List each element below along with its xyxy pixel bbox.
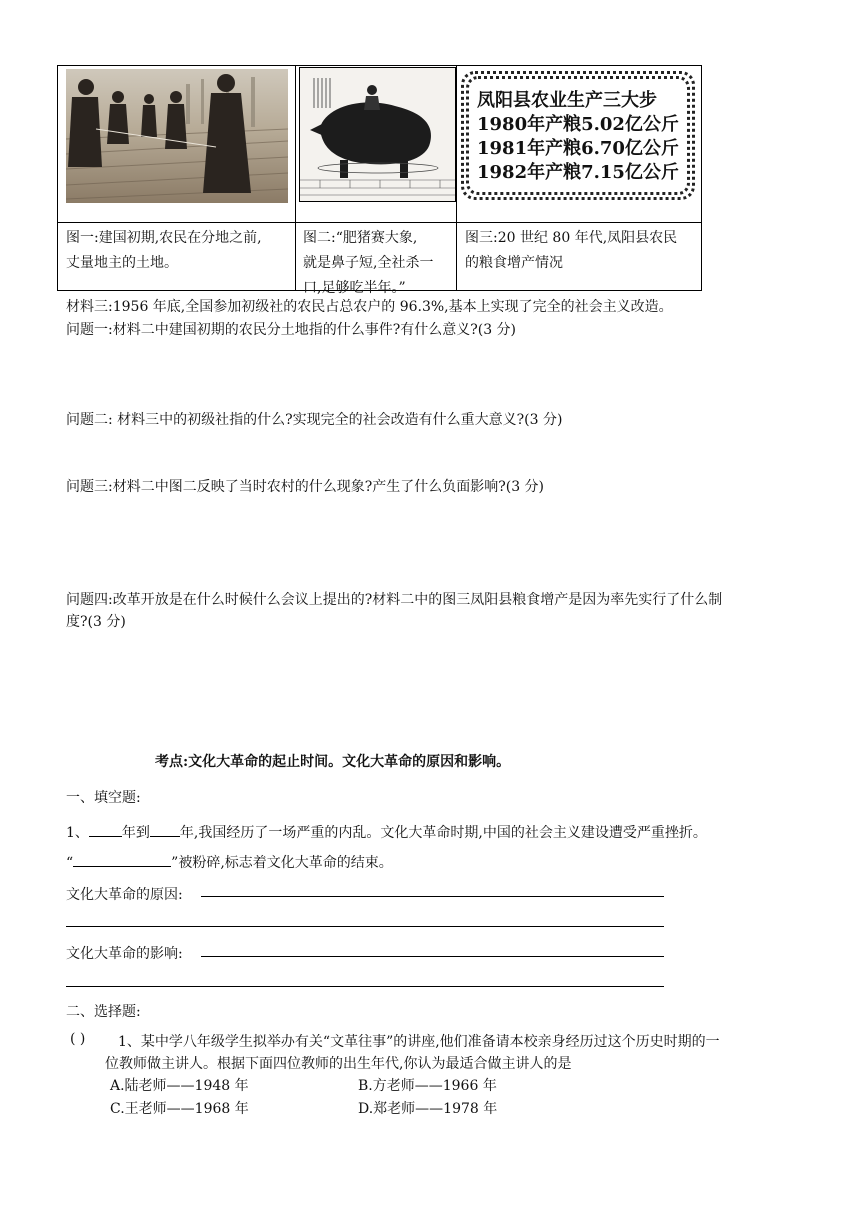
cause-answer-line[interactable] [201,896,664,897]
fat-pig-cartoon-image [299,67,456,202]
figure-1-caption [66,226,262,276]
option-c[interactable]: C.王老师——1968 年 [110,1101,249,1117]
question-two: 问题二: 材料三中的初级社指的什么?实现完全的社会改造有什么重大意义?(3 分) [66,412,563,428]
fill-question-1 [66,822,707,842]
cause-answer-line[interactable] [66,926,664,927]
option-b[interactable]: B.方老师——1966 年 [358,1078,497,1094]
fill-blank-gang[interactable] [73,852,171,867]
kaodian-heading: 考点:文化大革命的起止时间。文化大革命的原因和影响。 [155,754,511,770]
farmers-photo-image [66,69,288,203]
caption-line: 图一:建国初期,农民在分地之前, [66,230,262,246]
mcq-stem-line2: 位教师做主讲人。根据下面四位教师的出生年代,你认为最适合做主讲人的是 [105,1056,572,1072]
fill-text: ”被粉碎,标志着文化大革命的结束。 [171,855,393,871]
question-one: 问题一:材料二中建国初期的农民分土地指的什么事件?有什么意义?(3 分) [66,322,517,338]
table-divider [456,66,457,290]
fengyang-grain-stamp [461,71,695,200]
fill-text: 年到 [121,825,150,841]
fill-text: “ [66,855,74,871]
caption-line: 图二:“肥猪赛大象, [303,230,418,246]
stamp-line: 1980年产粮5.02亿公斤 [477,114,679,135]
fill-number: 1、 [66,825,89,841]
stamp-line: 1981年产粮6.70亿公斤 [477,138,679,159]
part2-title: 二、选择题: [66,1004,141,1020]
figure-2-caption [303,226,433,301]
stamp-line: 凤阳县农业生产三大步 [477,90,657,111]
mcq-stem-line1: 1、某中学八年级学生拟举办有关“文革往事”的讲座,他们准备请本校亲身经历过这个历史时期的一 [118,1034,720,1050]
effect-label: 文化大革命的影响: [66,946,183,962]
effect-answer-line[interactable] [201,956,664,957]
fill-question-2 [66,852,393,872]
table-divider [58,222,701,223]
figure-table [57,65,702,296]
answer-bracket[interactable]: ( ) [70,1031,86,1047]
fill-text: 年,我国经历了一场严重的内乱。文化大革命时期,中国的社会主义建设遭受严重挫折。 [179,825,707,841]
caption-line: 口,足够吃半年。” [303,280,406,296]
effect-answer-line[interactable] [66,986,664,987]
caption-line: 丈量地主的土地。 [66,255,178,271]
stamp-line: 1982年产粮7.15亿公斤 [477,162,679,183]
part1-title: 一、填空题: [66,790,141,806]
fill-blank-start-year[interactable] [89,822,122,837]
figure-3-caption [465,226,677,276]
question-four-line2: 度?(3 分) [66,614,126,630]
fill-blank-end-year[interactable] [150,822,180,837]
option-d[interactable]: D.郑老师——1978 年 [358,1101,498,1117]
caption-line: 就是鼻子短,全社杀一 [303,255,434,271]
material-three: 材料三:1956 年底,全国参加初级社的农民占总农户的 96.3%,基本上实现了完全的社会主义改造。 [66,299,673,315]
caption-line: 图三:20 世纪 80 年代,凤阳县农民 [465,230,678,246]
question-three: 问题三:材料二中图二反映了当时农村的什么现象?产生了什么负面影响?(3 分) [66,479,545,495]
caption-line: 的粮食增产情况 [465,255,563,271]
cause-label: 文化大革命的原因: [66,887,183,903]
question-four-line1: 问题四:改革开放是在什么时候什么会议上提出的?材料二中的图三凤阳县粮食增产是因为率先实行了什么制 [66,592,723,608]
table-divider [295,66,296,290]
option-a[interactable]: A.陆老师——1948 年 [110,1078,249,1094]
